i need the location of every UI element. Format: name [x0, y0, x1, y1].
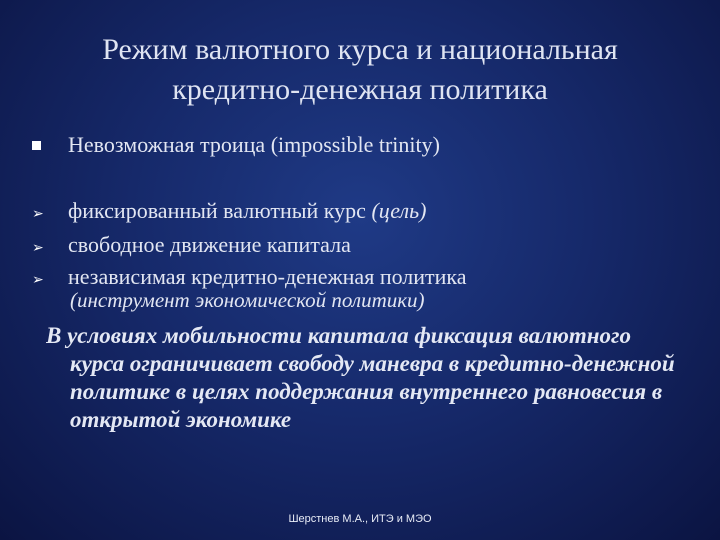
instrument-note: (инструмент экономической политики)	[70, 288, 425, 312]
arrow-bullet-icon: ➢	[32, 272, 44, 288]
list-item-text: свободное движение капитала	[68, 232, 351, 257]
slide-title-line-1: Режим валютного курса и национальная	[102, 33, 618, 66]
arrow-bullet-icon: ➢	[32, 240, 44, 256]
list-item	[32, 198, 426, 227]
goal-note: (цель)	[371, 198, 427, 223]
square-bullet-icon	[32, 136, 68, 162]
footer-author: Шерстнев М.А., ИТЭ и МЭО	[288, 513, 432, 525]
conclusion-line-3: политике в целях поддержания внутреннего равновесия в	[70, 379, 663, 404]
conclusion-text	[46, 322, 720, 434]
slide-title	[0, 30, 720, 110]
conclusion-line-4: открытой экономике	[70, 407, 292, 432]
intro-item-text: Невозможная троица (impossible trinity)	[68, 132, 440, 157]
list-item-label: фиксированный валютный курс	[68, 198, 372, 223]
intro-item	[32, 132, 440, 162]
arrow-bullet-icon: ➢	[32, 206, 44, 222]
list-item-text: независимая кредитно-денежная политика	[68, 264, 467, 289]
list-item	[32, 232, 351, 261]
slide-title-line-2: кредитно-денежная политика	[172, 73, 548, 106]
conclusion-line-1: В условиях мобильности капитала фиксация валютного	[46, 323, 632, 348]
conclusion-line-2: курса ограничивает свободу маневра в кредитно-денежной	[70, 351, 675, 376]
list-item-text	[68, 198, 426, 224]
